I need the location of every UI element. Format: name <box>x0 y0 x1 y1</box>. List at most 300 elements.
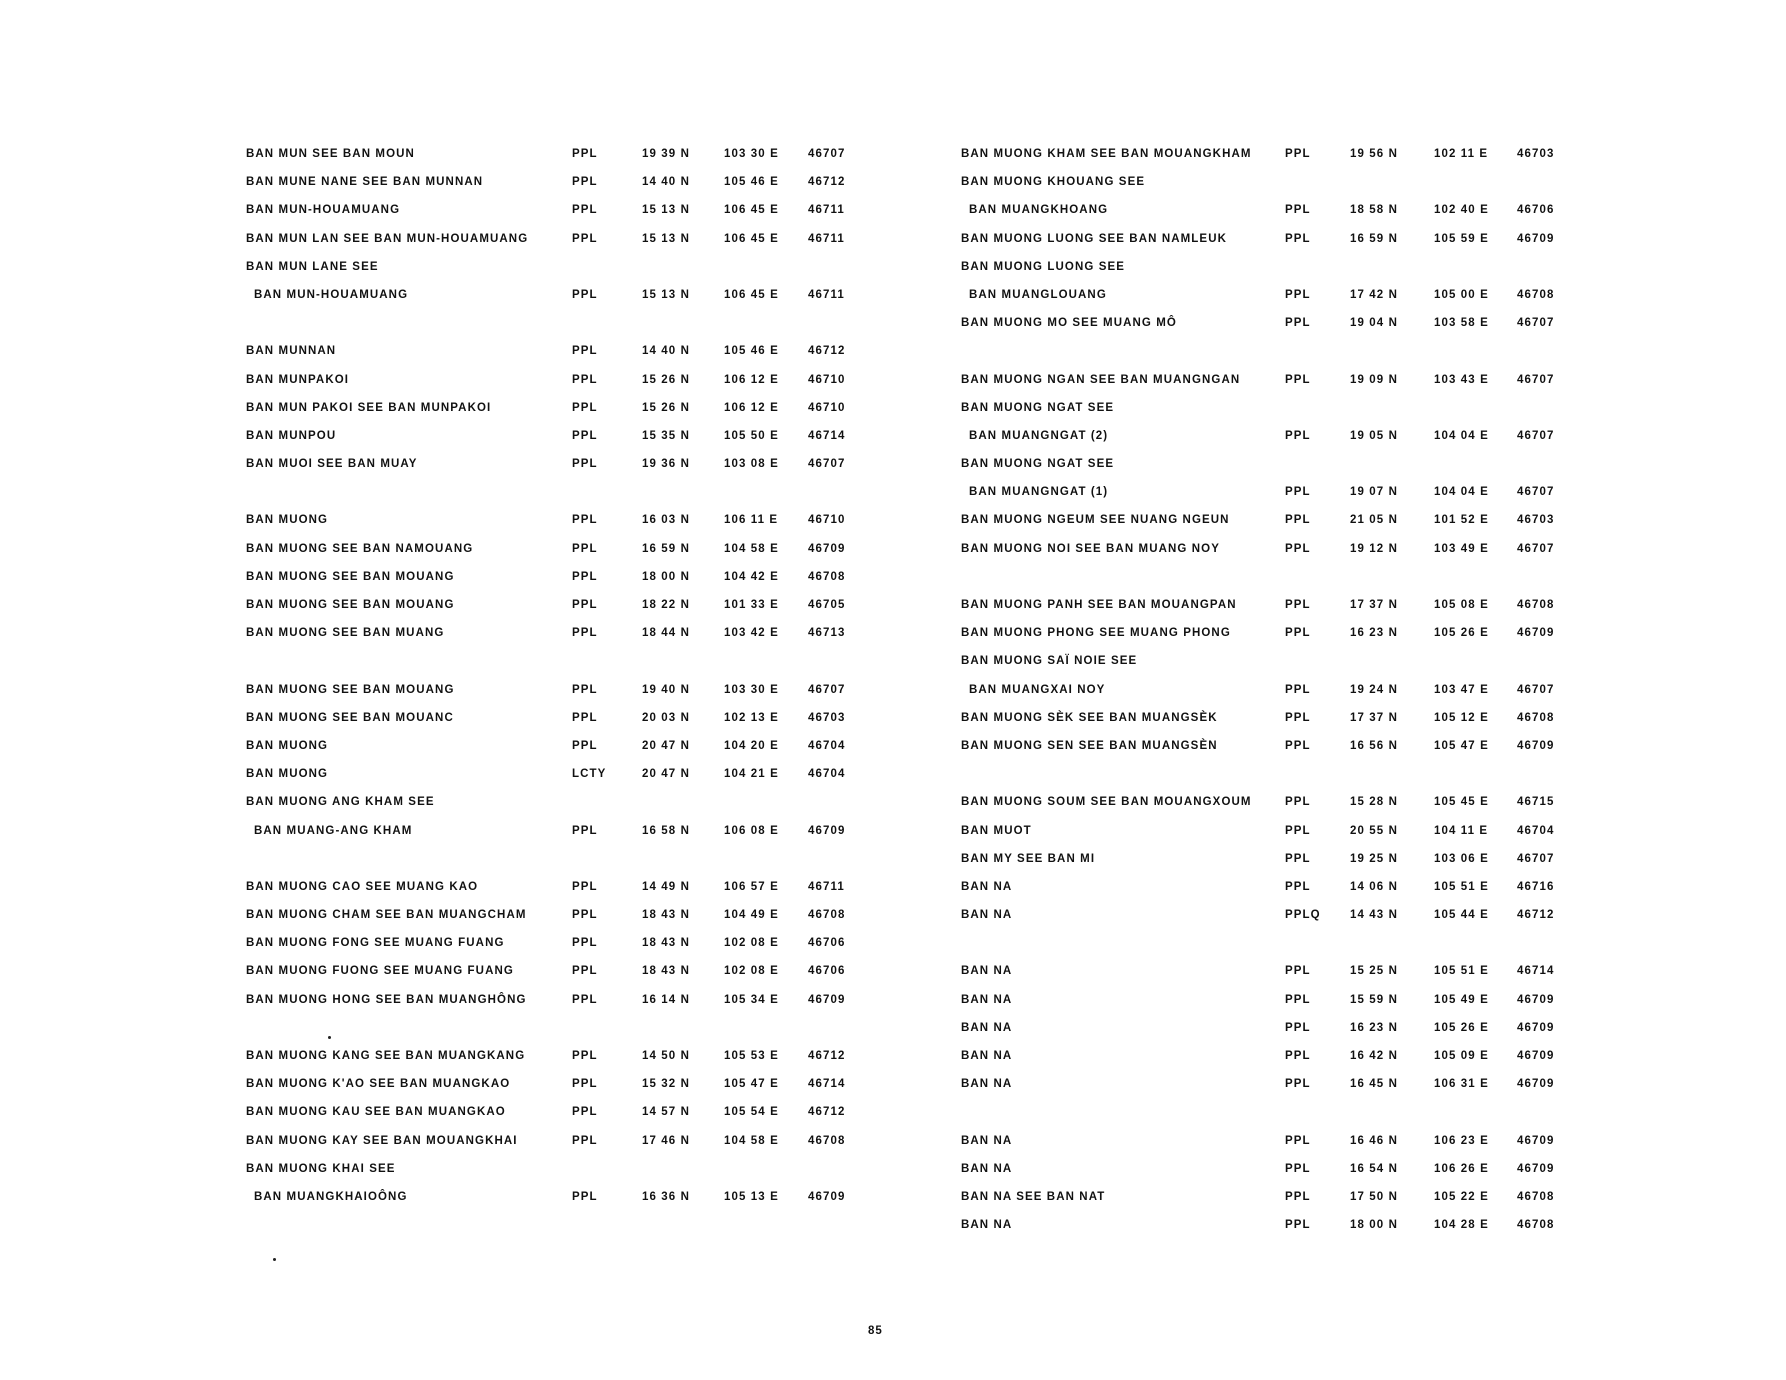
latitude: 14 57 N <box>642 1106 690 1119</box>
map-code: 46711 <box>808 232 845 245</box>
latitude: 14 06 N <box>1350 880 1398 893</box>
place-name: BAN NA <box>961 1078 1013 1091</box>
map-code: 46710 <box>808 514 846 527</box>
longitude: 105 09 E <box>1434 1050 1489 1062</box>
latitude: 16 56 N <box>1350 739 1398 752</box>
feature-type: PPL <box>1285 965 1311 978</box>
longitude: 101 33 E <box>724 599 779 611</box>
latitude: 21 05 N <box>1350 514 1398 527</box>
map-code: 46709 <box>1517 993 1555 1006</box>
latitude: 19 36 N <box>642 458 690 471</box>
map-code: 46707 <box>1517 542 1555 555</box>
latitude: 15 25 N <box>1350 965 1398 978</box>
latitude: 14 49 N <box>642 880 690 893</box>
feature-type: PPL <box>572 148 598 160</box>
map-code: 46703 <box>1517 148 1555 160</box>
latitude: 15 26 N <box>642 373 690 386</box>
longitude: 105 59 E <box>1434 232 1489 245</box>
latitude: 16 14 N <box>642 993 690 1006</box>
map-code: 46707 <box>1517 429 1555 442</box>
feature-type: PPL <box>1285 1050 1311 1062</box>
place-name: BAN MUONG SÈK SEE BAN MUANGSÈK <box>961 711 1218 724</box>
feature-type: PPL <box>1285 204 1311 217</box>
place-name: BAN MUANGXAI NOY <box>969 683 1106 696</box>
place-name: BAN MUONG PHONG SEE MUANG PHONG <box>961 627 1231 640</box>
latitude: 18 00 N <box>642 570 690 583</box>
map-code: 46708 <box>808 570 846 583</box>
map-code: 46709 <box>1517 739 1555 752</box>
feature-type: PPL <box>572 1190 598 1203</box>
place-name: BAN NA <box>961 1134 1013 1147</box>
longitude: 106 45 E <box>724 288 779 301</box>
map-code: 46709 <box>808 993 846 1006</box>
feature-type: PPL <box>1285 429 1311 442</box>
feature-type: PPL <box>1285 317 1311 330</box>
latitude: 16 46 N <box>1350 1134 1398 1147</box>
feature-type: PPL <box>1285 1078 1311 1091</box>
map-code: 46714 <box>1517 965 1555 978</box>
map-code: 46709 <box>1517 1162 1555 1175</box>
longitude: 105 44 E <box>1434 909 1489 922</box>
place-name: BAN MUONG HONG SEE BAN MUANGHÔNG <box>246 993 527 1006</box>
feature-type: PPL <box>572 937 598 950</box>
place-name: BAN MUN-HOUAMUANG <box>246 204 401 217</box>
place-name: BAN MUANGNGAT (2) <box>969 429 1109 442</box>
map-code: 46715 <box>1517 796 1555 809</box>
feature-type: PPL <box>572 824 598 837</box>
latitude: 16 58 N <box>642 824 690 837</box>
map-code: 46707 <box>808 683 846 696</box>
map-code: 46710 <box>808 373 846 386</box>
feature-type: PPL <box>572 458 598 471</box>
longitude: 105 50 E <box>724 429 779 442</box>
longitude: 104 21 E <box>724 768 779 781</box>
feature-type: PPL <box>572 373 598 386</box>
latitude: 16 03 N <box>642 514 690 527</box>
map-code: 46704 <box>808 739 846 752</box>
latitude: 19 05 N <box>1350 429 1398 442</box>
longitude: 104 28 E <box>1434 1219 1489 1232</box>
longitude: 103 58 E <box>1434 317 1489 330</box>
map-code: 46711 <box>808 880 845 893</box>
latitude: 19 04 N <box>1350 317 1398 330</box>
feature-type: PPL <box>572 683 598 696</box>
longitude: 105 54 E <box>724 1106 779 1119</box>
latitude: 14 40 N <box>642 345 690 358</box>
feature-type: PPL <box>572 176 598 189</box>
place-name: BAN MUN-HOUAMUANG <box>254 288 409 301</box>
place-name: BAN MUN LAN SEE BAN MUN-HOUAMUANG <box>246 232 529 245</box>
place-name: BAN NA SEE BAN NAT <box>961 1190 1106 1203</box>
longitude: 102 08 E <box>724 937 779 950</box>
map-code: 46703 <box>808 711 846 724</box>
longitude: 106 11 E <box>724 514 779 527</box>
place-name: BAN MUN LANE SEE <box>246 260 379 273</box>
feature-type: PPL <box>572 599 598 611</box>
place-name: BAN MUONG NOI SEE BAN MUANG NOY <box>961 542 1220 555</box>
map-code: 46709 <box>808 1190 846 1203</box>
longitude: 105 47 E <box>724 1078 779 1091</box>
place-name: BAN MUONG NGAT SEE <box>961 458 1115 471</box>
place-name: BAN MUONG <box>246 514 329 527</box>
longitude: 104 04 E <box>1434 486 1489 499</box>
feature-type: PPL <box>572 1106 598 1119</box>
place-name: BAN MUONG KHOUANG SEE <box>961 176 1146 189</box>
place-name: BAN MUONG FONG SEE MUANG FUANG <box>246 937 505 950</box>
place-name: BAN MUONG NGAN SEE BAN MUANGNGAN <box>961 373 1241 386</box>
place-name: BAN MUANGKHOANG <box>969 204 1109 217</box>
longitude: 106 12 E <box>724 373 779 386</box>
feature-type: PPL <box>572 204 598 217</box>
latitude: 16 59 N <box>642 542 690 555</box>
latitude: 15 32 N <box>642 1078 690 1091</box>
feature-type: PPL <box>572 429 598 442</box>
longitude: 105 26 E <box>1434 1021 1489 1034</box>
feature-type: PPL <box>1285 514 1311 527</box>
map-code: 46704 <box>1517 824 1555 837</box>
place-name: BAN MUONG SEE BAN MOUANC <box>246 711 454 724</box>
map-code: 46714 <box>808 1078 846 1091</box>
place-name: BAN NA <box>961 965 1013 978</box>
longitude: 102 40 E <box>1434 204 1489 217</box>
latitude: 19 09 N <box>1350 373 1398 386</box>
place-name: BAN MUOT <box>961 824 1032 837</box>
place-name: BAN MUONG CAO SEE MUANG KAO <box>246 880 479 893</box>
map-code: 46706 <box>1517 204 1555 217</box>
map-code: 46712 <box>1517 909 1555 922</box>
latitude: 18 00 N <box>1350 1219 1398 1232</box>
longitude: 106 26 E <box>1434 1162 1489 1175</box>
feature-type: PPL <box>572 627 598 640</box>
feature-type: PPL <box>572 401 598 414</box>
feature-type: PPL <box>1285 1162 1311 1175</box>
map-code: 46716 <box>1517 880 1555 893</box>
map-code: 46706 <box>808 937 846 950</box>
feature-type: PPL <box>1285 824 1311 837</box>
map-code: 46709 <box>1517 1050 1555 1062</box>
feature-type: PPL <box>572 570 598 583</box>
longitude: 105 26 E <box>1434 627 1489 640</box>
feature-type: PPL <box>572 288 598 301</box>
place-name: BAN MUONG KANG SEE BAN MUANGKANG <box>246 1050 526 1062</box>
latitude: 20 47 N <box>642 768 690 781</box>
feature-type: PPL <box>1285 1219 1311 1232</box>
map-code: 46703 <box>1517 514 1555 527</box>
place-name: BAN NA <box>961 909 1013 922</box>
feature-type: PPL <box>1285 796 1311 809</box>
page-number: 85 <box>868 1325 883 1337</box>
place-name: BAN MUONG KAY SEE BAN MOUANGKHAI <box>246 1134 518 1147</box>
longitude: 103 30 E <box>724 683 779 696</box>
longitude: 105 45 E <box>1434 796 1489 809</box>
place-name: BAN MUNE NANE SEE BAN MUNNAN <box>246 176 484 189</box>
latitude: 20 55 N <box>1350 824 1398 837</box>
latitude: 16 45 N <box>1350 1078 1398 1091</box>
map-code: 46708 <box>1517 288 1555 301</box>
map-code: 46704 <box>808 768 846 781</box>
longitude: 106 12 E <box>724 401 779 414</box>
place-name: BAN MUONG SEE BAN MUANG <box>246 627 445 640</box>
map-code: 46708 <box>1517 1190 1555 1203</box>
place-name: BAN MUONG <box>246 739 329 752</box>
latitude: 18 43 N <box>642 937 690 950</box>
longitude: 106 31 E <box>1434 1078 1489 1091</box>
map-code: 46706 <box>808 965 846 978</box>
place-name: BAN NA <box>961 1050 1013 1062</box>
longitude: 105 46 E <box>724 176 779 189</box>
latitude: 17 50 N <box>1350 1190 1398 1203</box>
latitude: 14 43 N <box>1350 909 1398 922</box>
longitude: 105 08 E <box>1434 599 1489 611</box>
longitude: 105 13 E <box>724 1190 779 1203</box>
longitude: 103 42 E <box>724 627 779 640</box>
feature-type: PPL <box>572 542 598 555</box>
map-code: 46712 <box>808 1050 846 1062</box>
longitude: 105 00 E <box>1434 288 1489 301</box>
place-name: BAN MUNPAKOI <box>246 373 350 386</box>
latitude: 15 59 N <box>1350 993 1398 1006</box>
longitude: 105 49 E <box>1434 993 1489 1006</box>
longitude: 103 06 E <box>1434 852 1489 865</box>
longitude: 105 47 E <box>1434 739 1489 752</box>
latitude: 15 28 N <box>1350 796 1398 809</box>
map-code: 46708 <box>1517 599 1555 611</box>
longitude: 104 11 E <box>1434 824 1489 837</box>
latitude: 16 54 N <box>1350 1162 1398 1175</box>
feature-type: PPL <box>1285 852 1311 865</box>
feature-type: PPL <box>1285 599 1311 611</box>
place-name: BAN MUANG-ANG KHAM <box>254 824 413 837</box>
latitude: 16 23 N <box>1350 627 1398 640</box>
latitude: 19 40 N <box>642 683 690 696</box>
map-code: 46707 <box>1517 852 1555 865</box>
place-name: BAN MUONG NGEUM SEE NUANG NGEUN <box>961 514 1230 527</box>
feature-type: PPLQ <box>1285 909 1321 922</box>
latitude: 16 59 N <box>1350 232 1398 245</box>
latitude: 15 13 N <box>642 288 690 301</box>
latitude: 14 50 N <box>642 1050 690 1062</box>
place-name: BAN MUONG KHAM SEE BAN MOUANGKHAM <box>961 148 1252 160</box>
feature-type: LCTY <box>572 768 607 781</box>
map-code: 46707 <box>1517 317 1555 330</box>
place-name: BAN MUONG CHAM SEE BAN MUANGCHAM <box>246 909 527 922</box>
map-code: 46709 <box>1517 1021 1555 1034</box>
map-code: 46709 <box>1517 627 1555 640</box>
map-code: 46708 <box>808 1134 846 1147</box>
place-name: BAN MUONG SOUM SEE BAN MOUANGXOUM <box>961 796 1252 809</box>
longitude: 103 47 E <box>1434 683 1489 696</box>
map-code: 46711 <box>808 204 845 217</box>
map-code: 46708 <box>808 909 846 922</box>
map-code: 46707 <box>808 458 846 471</box>
feature-type: PPL <box>572 739 598 752</box>
map-code: 46705 <box>808 599 846 611</box>
longitude: 106 23 E <box>1434 1134 1489 1147</box>
latitude: 20 47 N <box>642 739 690 752</box>
place-name: BAN MUONG LUONG SEE BAN NAMLEUK <box>961 232 1228 245</box>
place-name: BAN MUN PAKOI SEE BAN MUNPAKOI <box>246 401 492 414</box>
feature-type: PPL <box>1285 232 1311 245</box>
place-name: BAN MUNNAN <box>246 345 337 358</box>
place-name: BAN MUN SEE BAN MOUN <box>246 148 415 160</box>
latitude: 16 23 N <box>1350 1021 1398 1034</box>
longitude: 102 11 E <box>1434 148 1489 160</box>
map-code: 46707 <box>808 148 846 160</box>
feature-type: PPL <box>1285 148 1311 160</box>
place-name: BAN NA <box>961 993 1013 1006</box>
place-name: BAN MY SEE BAN MI <box>961 852 1096 865</box>
latitude: 17 37 N <box>1350 599 1398 611</box>
place-name: BAN MUONG <box>246 768 329 781</box>
longitude: 102 13 E <box>724 711 779 724</box>
feature-type: PPL <box>1285 739 1311 752</box>
longitude: 102 08 E <box>724 965 779 978</box>
latitude: 17 42 N <box>1350 288 1398 301</box>
feature-type: PPL <box>1285 711 1311 724</box>
map-code: 46711 <box>808 288 845 301</box>
latitude: 19 07 N <box>1350 486 1398 499</box>
place-name: BAN MUONG K'AO SEE BAN MUANGKAO <box>246 1078 511 1091</box>
feature-type: PPL <box>572 345 598 358</box>
map-code: 46707 <box>1517 683 1555 696</box>
place-name: BAN MUONG KHAI SEE <box>246 1162 396 1175</box>
latitude: 18 43 N <box>642 909 690 922</box>
place-name: BAN MUANGNGAT (1) <box>969 486 1109 499</box>
longitude: 106 45 E <box>724 232 779 245</box>
place-name: BAN MUONG ANG KHAM SEE <box>246 796 435 809</box>
feature-type: PPL <box>1285 1134 1311 1147</box>
map-code: 46707 <box>1517 486 1555 499</box>
longitude: 103 43 E <box>1434 373 1489 386</box>
latitude: 17 37 N <box>1350 711 1398 724</box>
feature-type: PPL <box>1285 486 1311 499</box>
longitude: 101 52 E <box>1434 514 1489 527</box>
feature-type: PPL <box>1285 683 1311 696</box>
latitude: 15 26 N <box>642 401 690 414</box>
longitude: 103 49 E <box>1434 542 1489 555</box>
place-name: BAN NA <box>961 880 1013 893</box>
latitude: 17 46 N <box>642 1134 690 1147</box>
feature-type: PPL <box>1285 1190 1311 1203</box>
place-name: BAN MUOI SEE BAN MUAY <box>246 458 418 471</box>
feature-type: PPL <box>1285 373 1311 386</box>
longitude: 104 58 E <box>724 542 779 555</box>
longitude: 104 42 E <box>724 570 779 583</box>
place-name: BAN MUONG KAU SEE BAN MUANGKAO <box>246 1106 506 1119</box>
feature-type: PPL <box>1285 1021 1311 1034</box>
map-code: 46712 <box>808 345 846 358</box>
longitude: 105 46 E <box>724 345 779 358</box>
latitude: 19 39 N <box>642 148 690 160</box>
latitude: 19 24 N <box>1350 683 1398 696</box>
place-name: BAN NA <box>961 1021 1013 1034</box>
place-name: BAN MUONG SEE BAN NAMOUANG <box>246 542 474 555</box>
latitude: 18 22 N <box>642 599 690 611</box>
feature-type: PPL <box>1285 880 1311 893</box>
place-name: BAN MUONG SEN SEE BAN MUANGSÈN <box>961 739 1218 752</box>
longitude: 103 08 E <box>724 458 779 471</box>
feature-type: PPL <box>1285 288 1311 301</box>
latitude: 19 12 N <box>1350 542 1398 555</box>
feature-type: PPL <box>572 711 598 724</box>
map-code: 46709 <box>1517 232 1555 245</box>
longitude: 104 49 E <box>724 909 779 922</box>
latitude: 16 36 N <box>642 1190 690 1203</box>
place-name: BAN MUONG NGAT SEE <box>961 401 1115 414</box>
place-name: BAN MUANGKHAIOÔNG <box>254 1190 408 1203</box>
feature-type: PPL <box>1285 542 1311 555</box>
longitude: 105 51 E <box>1434 965 1489 978</box>
feature-type: PPL <box>1285 993 1311 1006</box>
map-code: 46714 <box>808 429 846 442</box>
scan-speck <box>328 1036 331 1039</box>
place-name: BAN MUNPOU <box>246 429 337 442</box>
feature-type: PPL <box>572 993 598 1006</box>
feature-type: PPL <box>1285 627 1311 640</box>
feature-type: PPL <box>572 1050 598 1062</box>
map-code: 46713 <box>808 627 846 640</box>
place-name: BAN MUONG SEE BAN MOUANG <box>246 570 455 583</box>
place-name: BAN NA <box>961 1219 1013 1232</box>
latitude: 14 40 N <box>642 176 690 189</box>
map-code: 46712 <box>808 176 846 189</box>
longitude: 106 57 E <box>724 880 779 893</box>
latitude: 15 35 N <box>642 429 690 442</box>
place-name: BAN MUONG SAÏ NOIE SEE <box>961 655 1138 668</box>
place-name: BAN MUONG PANH SEE BAN MOUANGPAN <box>961 599 1237 611</box>
latitude: 18 43 N <box>642 965 690 978</box>
latitude: 18 58 N <box>1350 204 1398 217</box>
place-name: BAN MUONG SEE BAN MOUANG <box>246 599 455 611</box>
map-code: 46709 <box>808 542 846 555</box>
longitude: 104 20 E <box>724 739 779 752</box>
map-code: 46709 <box>808 824 846 837</box>
feature-type: PPL <box>572 880 598 893</box>
map-code: 46712 <box>808 1106 846 1119</box>
longitude: 106 45 E <box>724 204 779 217</box>
latitude: 19 25 N <box>1350 852 1398 865</box>
place-name: BAN MUONG LUONG SEE <box>961 260 1126 273</box>
place-name: BAN NA <box>961 1162 1013 1175</box>
map-code: 46709 <box>1517 1078 1555 1091</box>
map-code: 46708 <box>1517 1219 1555 1232</box>
map-code: 46709 <box>1517 1134 1555 1147</box>
feature-type: PPL <box>572 232 598 245</box>
longitude: 106 08 E <box>724 824 779 837</box>
longitude: 105 53 E <box>724 1050 779 1062</box>
feature-type: PPL <box>572 909 598 922</box>
latitude: 16 42 N <box>1350 1050 1398 1062</box>
feature-type: PPL <box>572 965 598 978</box>
scan-speck <box>273 1258 276 1261</box>
map-code: 46708 <box>1517 711 1555 724</box>
place-name: BAN MUONG FUONG SEE MUANG FUANG <box>246 965 514 978</box>
map-code: 46710 <box>808 401 846 414</box>
place-name: BAN MUANGLOUANG <box>969 288 1107 301</box>
feature-type: PPL <box>572 1078 598 1091</box>
longitude: 105 51 E <box>1434 880 1489 893</box>
longitude: 105 12 E <box>1434 711 1489 724</box>
latitude: 20 03 N <box>642 711 690 724</box>
place-name: BAN MUONG MO SEE MUANG MÔ <box>961 317 1177 330</box>
latitude: 18 44 N <box>642 627 690 640</box>
longitude: 103 30 E <box>724 148 779 160</box>
longitude: 105 34 E <box>724 993 779 1006</box>
feature-type: PPL <box>572 514 598 527</box>
longitude: 104 04 E <box>1434 429 1489 442</box>
place-name: BAN MUONG SEE BAN MOUANG <box>246 683 455 696</box>
map-code: 46707 <box>1517 373 1555 386</box>
